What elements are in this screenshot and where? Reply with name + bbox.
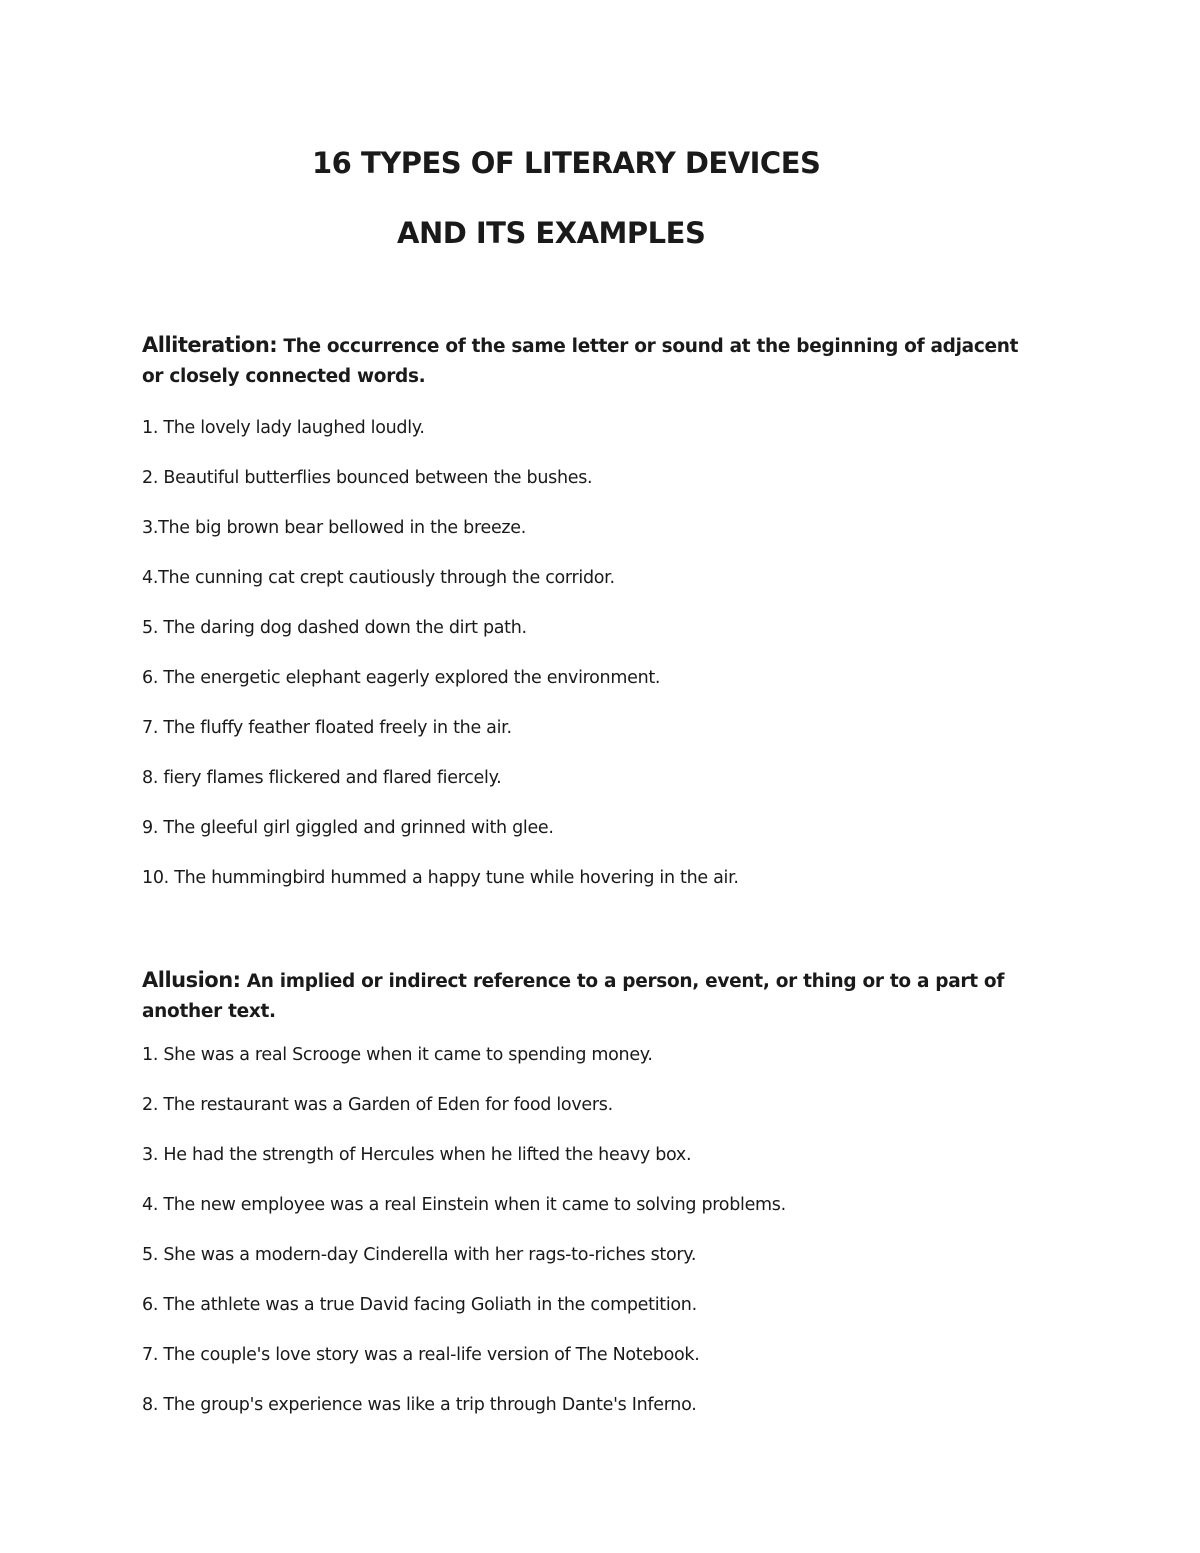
example-item: 4. The new employee was a real Einstein when it came to solving problems.	[142, 1195, 786, 1215]
example-item: 6. The athlete was a true David facing Goliath in the competition.	[142, 1295, 697, 1315]
example-item: 7. The couple's love story was a real-life version of The Notebook.	[142, 1345, 700, 1365]
example-item: 8. The group's experience was like a trip through Dante's Inferno.	[142, 1395, 697, 1415]
example-item: 9. The gleeful girl giggled and grinned with glee.	[142, 818, 554, 838]
document-title-line-1: 16 TYPES OF LITERARY DEVICES	[312, 146, 821, 180]
definition-paragraph	[142, 330, 1042, 392]
example-item: 4.The cunning cat crept cautiously through the corridor.	[142, 568, 615, 588]
example-item: 5. She was a modern-day Cinderella with her rags-to-riches story.	[142, 1245, 697, 1265]
example-item: 10. The hummingbird hummed a happy tune while hovering in the air.	[142, 868, 739, 888]
example-list	[142, 418, 1042, 918]
definition-paragraph	[142, 965, 1042, 1027]
example-item: 2. Beautiful butterflies bounced between the bushes.	[142, 468, 593, 488]
example-item: 2. The restaurant was a Garden of Eden for food lovers.	[142, 1095, 613, 1115]
example-item: 1. The lovely lady laughed loudly.	[142, 418, 425, 438]
example-item: 3. He had the strength of Hercules when he lifted the heavy box.	[142, 1145, 692, 1165]
document-title-line-2: AND ITS EXAMPLES	[397, 216, 706, 250]
example-item: 5. The daring dog dashed down the dirt path.	[142, 618, 527, 638]
term-heading: Allusion:	[142, 968, 241, 992]
term-definition: An implied or indirect reference to a person, event, or thing or to a part of another text.	[142, 971, 1005, 1022]
term-heading: Alliteration:	[142, 333, 278, 357]
term-definition: The occurrence of the same letter or sound at the beginning of adjacent or closely connected words.	[142, 336, 1019, 387]
section-allusion	[142, 965, 1042, 1445]
example-item: 7. The fluffy feather floated freely in the air.	[142, 718, 512, 738]
example-item: 1. She was a real Scrooge when it came to spending money.	[142, 1045, 653, 1065]
example-item: 3.The big brown bear bellowed in the breeze.	[142, 518, 527, 538]
section-alliteration	[142, 330, 1042, 918]
example-list	[142, 1045, 1042, 1445]
example-item: 6. The energetic elephant eagerly explored the environment.	[142, 668, 661, 688]
example-item: 8. fiery flames flickered and flared fiercely.	[142, 768, 502, 788]
